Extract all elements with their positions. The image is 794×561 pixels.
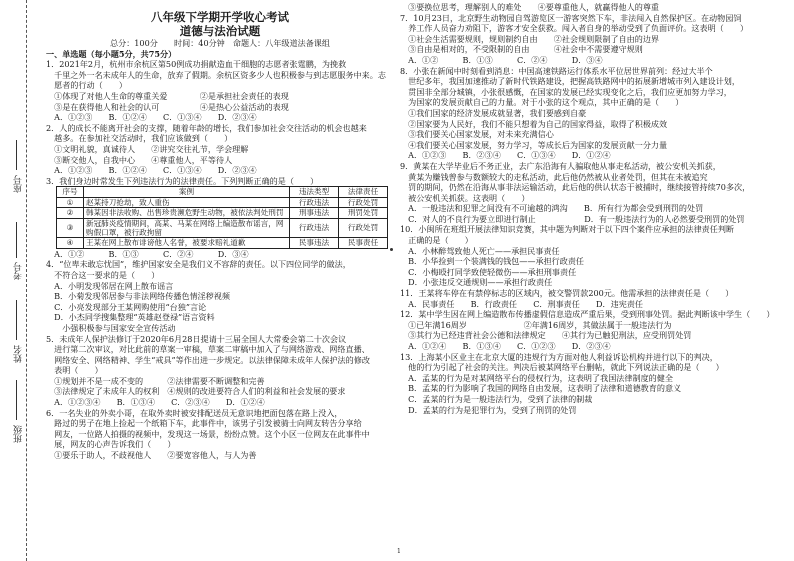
question-line: 路过的男子在地上捡起一个纸箱下车，此事件中，该男子引发被骑士向网友转告分享给 (46, 418, 362, 429)
center-dot (390, 248, 393, 251)
case-text: 王某在网上散布诽谤他人名誉，被要求赔礼道歉 (84, 238, 290, 248)
question-line: ④我们要关心国家发展，努力学习，等成长后为国家的发展贡献一分力量 (400, 139, 668, 150)
question-line: A．小林醉驾致他人死亡——承担民事责任 (400, 245, 560, 256)
margin-label-name: 姓名 (14, 345, 24, 363)
case-table-header (57, 187, 388, 197)
question-line: A．①②③ B．①②④ C．①③④ D．②③④ (46, 112, 257, 123)
question-line: 世纪多年，我国加速推动了新时代铁路建设，把握高铁路网中的拓展新增城市列入建设计划， (400, 76, 740, 87)
left-column (46, 0, 394, 461)
header-case: 案例 (84, 187, 290, 197)
case-text: 韩某因非法收购、出售珍贵濒危野生动物，被依法判处刑罚 (84, 208, 290, 218)
question-line: ③要换位思考，理解别人的难处 ④要尊重他人，就赢得他人的尊重 (400, 2, 660, 12)
question-line: 7．10月23日，北京野生动物园自驾游览区一游客突然下车，非法闯入自然保护区。在动物园饲 (400, 12, 742, 23)
table-row (57, 218, 388, 238)
case-no: ③ (57, 218, 84, 238)
question-line: 11．王某将车停在有禁停标志的区域内，被交警罚款200元。他需承担的法律责任是（ ） (400, 288, 734, 299)
question-line: B．孟某的行为影响了我国的网络自由发展，这表明了法律和道德教育的意义 (400, 383, 682, 394)
question-line: 罚的期间，仍然在沿海从事非法运输活动，此后他的供认状态于被捕时，继续接管持续70多次， (400, 182, 751, 193)
question-line: C．对人的不良行为要立即进行制止 D．有一般违法行为的人必然要受刑罚的处罚 (400, 213, 745, 224)
exam-meta: 总分：100分 时间：40分钟 命题人：八年级道法备课组 (110, 38, 330, 48)
question-line: 越多。在参加社交活动时，我们应该做到（ ） (46, 133, 233, 144)
question-line: 6．一名失业的外卖小哥，在取外卖时被安排配送员无意识地把面包落在路上没入， (46, 407, 343, 418)
question-line: A．①② B．①③ C．②④ D．③④ (400, 54, 603, 65)
case-type: 行政违法 (290, 218, 339, 238)
question-line: A．小明发现邻居在网上散布谣言 (46, 280, 174, 291)
right-question-lines (400, 2, 784, 415)
table-row (57, 208, 388, 218)
case-table (56, 186, 388, 248)
question-line: C．小梅殴打同学致使轻微伤——承担刑事责任 (400, 266, 577, 277)
question-line: C．小亮发现部分王某网购使用“台独”言论 (46, 301, 207, 312)
question-line: ③自由是相对的，不受限制的自由 ④社会中不需要遵守规则 (400, 44, 643, 55)
question-line: 他的行为引起了社会的关注。判决后被某网络平台删帖，就此下列说法正确的是（ ） (400, 362, 724, 373)
case-liability: 行政处罚 (339, 197, 388, 207)
question-line: 千里之外一名未成年人的生命，放弃了假期。余杭区资多少人也积极参与到志愿服务中来。志 (46, 69, 386, 80)
question-line: ①体现了对他人生命的尊重关爱 ②是承担社会责任的表现 (46, 90, 289, 101)
exam-subtitle: 道德与法治试题 (179, 24, 261, 38)
class-underline (16, 380, 17, 420)
question-line: 愿者的行动（ ） (46, 80, 127, 91)
question-line: 为国家的发展贡献自己的力量。对于小张的这个观点，其中正确的是（ ） (400, 97, 684, 108)
margin-label-seat: 座号 (14, 175, 24, 193)
case-no: ④ (57, 238, 84, 248)
question-line: A．①②③ B．②③④ C．①③④ D．①②④ (400, 150, 611, 161)
case-type: 刑事违法 (290, 208, 339, 218)
question-line: B．小菊发现邻居参与非法网络传播色情淫秽视频 (46, 291, 231, 302)
binding-margin (0, 0, 44, 561)
right-column (400, 0, 784, 415)
left-question-lines (46, 49, 394, 187)
question-line: ①社会生活需要规则，规则制约自由 ②社会规则限制了自由的边界 (400, 33, 660, 44)
question-line: ③是在获得他人和社会的认可 ④是热心公益活动的表现 (46, 101, 289, 112)
question-line: A．①②④ B．①③④ C．①②③ D．②③④ (400, 341, 611, 351)
question-line: 5．未成年人保护法修订于2020年6月28日提请十三届全国人大常委会第二十次会议 (46, 333, 347, 344)
question-line: ①文明礼貌，真诚待人 ②讲究交往礼节，学会理解 (46, 143, 249, 154)
question-line: ①我们国家的经济发展成就显著，我们要感到自豪 (400, 107, 587, 118)
question-line: ①规划并不是一成不变的 ②法律需要不断调整和完善 (46, 375, 265, 386)
question-line: 被公安机关抓获。这表明（ ） (400, 192, 530, 203)
case-type: 民事违法 (290, 238, 339, 248)
question-line: C．孟某的行为是一般违法行为，受到了法律的制裁 (400, 393, 593, 404)
question-line: 贯国非全部分城镇，小张很感慨，在国家的发展已经实现变化之后，我们应更加努力学习， (400, 86, 732, 97)
question-line: 3．我们身边时常发生下列违法行为的法律责任。下列判断正确的是（ ） (46, 175, 319, 186)
page-number: 1 (397, 548, 401, 555)
question-line: 13．上海某小区业主在北京大厦的违规行为方面对他人利益诉讼机构并进行以下的判决， (400, 351, 718, 362)
question-line: D．孟某的行为是犯罪行为，受到了刑罚的处罚 (400, 404, 577, 415)
question-line: 4．“位卑未敢忘忧国”，维护国家安全是我们义不容辞的责任。以下四位同学的做法， (46, 259, 351, 270)
question-line: A．孟某的行为是对某网络平台的侵权行为，这表明了我国法律制度的健全 (400, 372, 673, 383)
question-line: 网络安全、网络精神、学生“戒具”等作出进一步规定。以法律保障未成年人保护法的修改 (46, 354, 370, 365)
question-line: 一、单选题（每小题5分，共75分） (46, 48, 177, 59)
case-no: ② (57, 208, 84, 218)
question-line: ①要乐于助人，不歧视他人 ②要宽容他人，与人为善 (46, 450, 257, 461)
case-no: ① (57, 197, 84, 207)
margin-label-exam-no: 考号 (14, 262, 24, 280)
case-text: 新冠肺炎疫情期间，高某、马某在网络上编造散布谣言，网购假口罩，被行政拘留 (84, 218, 290, 238)
cut-line (26, 0, 27, 561)
question-line: 黄某为赚钱曾参与数额较大的走私活动，此后他仍然被从业者处罚，但其在未被追究 (400, 171, 708, 182)
question-line: A．①②③ B．①②④ C．①③④ D．②③④ (46, 165, 257, 176)
question-line: ②国家要为人民好，我们不能只想着为自己的国家得益，取得了积极成效 (400, 118, 668, 129)
question-line: A．①② B．①③ C．②④ D．③④ (46, 248, 249, 259)
question-line: 展，网友的心声告诉我们（ ） (46, 439, 176, 450)
question-line: 8．小张在新闻中时刻看到消息：中国高速铁路运行体系水平位居世界前列：经过大半个 (400, 65, 713, 76)
table-row (57, 238, 388, 248)
question-line: ①已年满16周岁 ②年满16周岁，其做法属于一般违法行为 (400, 319, 672, 330)
question-line: A．①②③④ B．①③④ C．②③④ D．①②④ (46, 397, 265, 408)
seat-underline (16, 140, 17, 170)
case-type: 行政违法 (290, 197, 339, 207)
left-question-lines-2 (46, 249, 394, 461)
case-table-body (57, 197, 388, 248)
question-line: 小强积极参与国家安全宣传活动 (46, 322, 176, 333)
question-line: D．小张违反交通规则——承担行政责任 (400, 277, 553, 288)
question-line: ③其行为已经违背社会公德和法律规定 ④其行为已触犯刑法，应受刑罚处罚 (400, 330, 692, 341)
question-line: 网友，一位路人拍摄的视频中，发现这一场景，纷纷点赞。这个小区一位网友在此事件中 (46, 428, 370, 439)
question-line: ③我们要关心国家发展，对未来充满信心 (400, 129, 554, 140)
question-line: 养工作人员奋力劝阻下，游客才安全获救。闯入者自身的举动受到了负面评价。这表明（ ） (400, 23, 749, 34)
case-text: 赵某持刀抢劫，致人重伤 (84, 197, 290, 207)
question-line: 不符合这一要求的是（ ） (46, 269, 160, 280)
header-liability: 法律责任 (339, 187, 388, 197)
question-line: 12．某中学生因在网上编造散布传播虚假信息造成严重后果，受到刑事处罚。据此判断该中学生（ ） (400, 309, 775, 320)
question-line: 2．人的成长不能离开社会的支撑，随着年龄的增长，我们参加社会交往活动的机会也越来 (46, 122, 367, 133)
question-line: 1．2021年2月，杭州市余杭区第50例成功捐献造血干细胞的志愿者张霆鹏，为挽救 (46, 59, 347, 70)
exam-no-underline (16, 222, 17, 258)
case-liability: 刑罚处罚 (339, 208, 388, 218)
exam-title: 八年级下学期开学收心考试 (151, 10, 289, 24)
header-type: 违法类型 (290, 187, 339, 197)
header-no: 序号 (57, 187, 84, 197)
name-underline (16, 300, 17, 340)
question-line: D．小杰同学搜集整理“英雄赵登禄”语言资料 (46, 312, 215, 323)
table-row (57, 197, 388, 207)
question-line: 9．黄某在大学毕业后不务正业，去广东沿海有人骗取他从事走私活动，被公安机关抓获， (400, 160, 721, 171)
question-line: A．一般违法和犯罪之间没有不可逾越的鸿沟 B．所有行为都会受到刑罚的处罚 (400, 203, 704, 214)
question-line: 正确的是（ ） (400, 235, 473, 246)
case-liability: 行政处罚 (339, 218, 388, 238)
question-line: A．民事责任 B．行政责任 C．刑事责任 D．违宪责任 (400, 298, 644, 309)
question-line: B．小华捡到一个装满钱的钱包——承担行政责任 (400, 256, 585, 267)
case-liability: 民事责任 (339, 238, 388, 248)
question-line: ③法律规定了未成年人的权利 ④规则的改进要符合人们的利益和社会发展的要求 (46, 386, 346, 397)
question-line: ③断交他人，自我中心 ④尊重他人，平等待人 (46, 154, 233, 165)
question-line: 表明（ ） (46, 365, 103, 376)
question-line: 10．小闽所在班组开展法律知识竞赛，其中题为判断对于以下四个案件应承担的法律责任判断 (400, 224, 735, 235)
margin-label-class: 班级 (14, 425, 24, 443)
question-line: 进行第二次审议，对比此前的草案一审稿，草案二审稿中加入了与网络游戏、网络直播、 (46, 344, 370, 355)
